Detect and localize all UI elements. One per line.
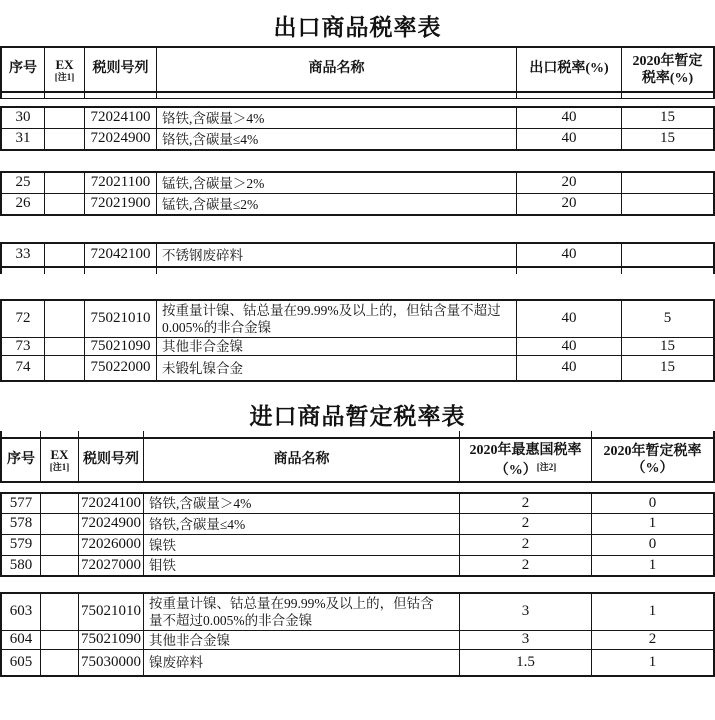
table-row <box>2 244 713 266</box>
cell-prov-rate: 1 <box>648 653 657 670</box>
cell-name: 钼铁 <box>144 556 460 575</box>
cell-name: 铬铁,含碳量＞4% <box>157 108 517 128</box>
header-row <box>2 439 713 481</box>
import-table-header <box>0 437 715 483</box>
table-row <box>2 301 713 337</box>
cell-name: 按重量计镍、钴总量在99.99%及以上的，但钴含量不超过0.005%的非合金镍 <box>157 301 517 337</box>
mfn-footnote: [注2] <box>536 461 557 472</box>
cropped-row-stub <box>0 268 715 274</box>
cell-code: 72042100 <box>85 244 157 266</box>
cell-mfn-rate: 3 <box>460 631 592 649</box>
cell-rate: 40 <box>517 108 622 128</box>
cell-prov-rate: 0 <box>648 494 657 511</box>
col-header-serial: 序号 <box>2 48 45 91</box>
table-row <box>2 355 713 380</box>
cell-name: 其他非合金镍 <box>144 631 460 649</box>
col-header-mfn-rate: 2020年最惠国税率 （%）[注2] <box>460 439 592 481</box>
cropped-row-stub <box>0 93 715 99</box>
table-row <box>2 173 713 193</box>
cell-code: 75030000 <box>79 650 144 675</box>
cell-prov-rate: 1 <box>648 556 657 573</box>
cell-ex <box>45 301 85 337</box>
cell-name: 未锻轧镍合金 <box>157 356 517 380</box>
cell-prov-rate: 2 <box>648 631 657 648</box>
cell-ex <box>41 631 79 649</box>
cell-serial: 30 <box>2 108 45 128</box>
export-rows-block-1 <box>0 106 715 151</box>
table-row <box>2 513 713 534</box>
cell-ex <box>41 594 79 630</box>
cell-prov-rate: 0 <box>648 536 657 553</box>
ex-footnote: [注1] <box>49 462 70 472</box>
cell-ex <box>41 514 79 534</box>
cell-code: 72024900 <box>79 514 144 534</box>
cell-name: 锰铁,含碳量＞2% <box>157 173 517 193</box>
cell-rate: 40 <box>517 338 622 355</box>
cell-ex <box>45 108 85 128</box>
cell-name: 不锈钢废碎料 <box>157 244 517 266</box>
cell-serial: 577 <box>2 494 41 513</box>
cell-rate: 40 <box>517 129 622 149</box>
cell-serial: 580 <box>2 556 41 575</box>
cell-rate: 20 <box>517 173 622 193</box>
col-header-serial: 序号 <box>2 439 41 481</box>
col-header-provisional-rate: 2020年暂定 税率(%) <box>632 53 703 86</box>
cell-name: 镍铁 <box>144 535 460 555</box>
cell-mfn-rate: 2 <box>460 556 592 575</box>
export-rows-block-4 <box>0 299 715 382</box>
import-table-title: 进口商品暂定税率表 <box>249 404 466 430</box>
cell-ex <box>45 356 85 380</box>
table-row <box>2 108 713 128</box>
cell-serial: 603 <box>2 594 41 630</box>
cell-mfn-rate: 2 <box>460 494 592 513</box>
cell-code: 75021010 <box>79 594 144 630</box>
col-header-export-rate: 出口税率(%) <box>517 48 622 91</box>
table-row <box>2 193 713 214</box>
cell-rate: 40 <box>517 301 622 337</box>
cell-mfn-rate: 2 <box>460 535 592 555</box>
cell-code: 72024900 <box>85 129 157 149</box>
cell-serial: 33 <box>2 244 45 266</box>
cell-serial: 579 <box>2 535 41 555</box>
cell-code: 75022000 <box>85 356 157 380</box>
col-header-code: 税则号列 <box>79 439 144 481</box>
table-row <box>2 555 713 575</box>
cell-prov-rate <box>622 244 713 266</box>
cell-prov-rate: 5 <box>663 310 672 327</box>
cell-prov-rate <box>622 194 713 214</box>
cell-serial: 26 <box>2 194 45 214</box>
cell-code: 72021900 <box>85 194 157 214</box>
cell-ex <box>45 129 85 149</box>
cell-code: 75021090 <box>85 338 157 355</box>
ex-label: EX <box>55 56 74 72</box>
cell-serial: 31 <box>2 129 45 149</box>
cell-mfn-rate: 3 <box>460 594 592 630</box>
cell-ex <box>45 338 85 355</box>
cell-prov-rate <box>622 173 713 193</box>
cell-name: 其他非合金镍 <box>157 338 517 355</box>
export-rows-block-2 <box>0 171 715 216</box>
col-header-code: 税则号列 <box>85 48 157 91</box>
table-row <box>2 494 713 513</box>
table-row <box>2 630 713 649</box>
export-table-header <box>0 46 715 93</box>
table-row <box>2 594 713 630</box>
cell-serial: 605 <box>2 650 41 675</box>
cell-serial: 72 <box>2 301 45 337</box>
cell-prov-rate: 15 <box>660 130 675 147</box>
ex-footnote: [注1] <box>54 71 75 82</box>
cell-ex <box>45 194 85 214</box>
header-row <box>2 48 713 91</box>
col-header-ex <box>41 439 79 481</box>
import-rows-block-2 <box>0 592 715 677</box>
cell-code: 72024100 <box>79 494 144 513</box>
cell-prov-rate: 1 <box>648 603 657 620</box>
cell-prov-rate: 15 <box>660 109 675 126</box>
cell-ex <box>41 535 79 555</box>
cell-ex <box>41 556 79 575</box>
col-header-ex <box>45 48 85 91</box>
col-header-name: 商品名称 <box>144 439 460 481</box>
ex-label: EX <box>50 447 69 462</box>
export-table-title: 出口商品税率表 <box>273 15 442 41</box>
table-row <box>2 649 713 675</box>
cell-code: 72024100 <box>85 108 157 128</box>
export-rows-block-3 <box>0 242 715 268</box>
cell-prov-rate: 15 <box>660 338 675 354</box>
cell-code: 72026000 <box>79 535 144 555</box>
cell-rate: 40 <box>517 356 622 380</box>
cell-serial: 604 <box>2 631 41 649</box>
cell-serial: 578 <box>2 514 41 534</box>
cell-name: 铬铁,含碳量＞4% <box>144 494 460 513</box>
cell-ex <box>41 494 79 513</box>
cell-serial: 25 <box>2 173 45 193</box>
cell-name: 锰铁,含碳量≤2% <box>157 194 517 214</box>
cell-prov-rate: 1 <box>648 515 657 532</box>
cell-rate: 40 <box>517 244 622 266</box>
cell-name: 铬铁,含碳量≤4% <box>157 129 517 149</box>
col-header-provisional-rate: 2020年暂定税率 （%） <box>603 444 702 476</box>
cell-code: 75021010 <box>85 301 157 337</box>
table-row <box>2 128 713 149</box>
cell-code: 72027000 <box>79 556 144 575</box>
cell-code: 75021090 <box>79 631 144 649</box>
cell-code: 72021100 <box>85 173 157 193</box>
cell-prov-rate: 15 <box>660 359 675 376</box>
cell-serial: 74 <box>2 356 45 380</box>
table-row <box>2 337 713 355</box>
cell-serial: 73 <box>2 338 45 355</box>
import-rows-block-1 <box>0 492 715 577</box>
cell-mfn-rate: 1.5 <box>460 650 592 675</box>
cell-ex <box>41 650 79 675</box>
cell-mfn-rate: 2 <box>460 514 592 534</box>
col-header-name: 商品名称 <box>157 48 517 91</box>
cell-name: 铬铁,含碳量≤4% <box>144 514 460 534</box>
cell-ex <box>45 244 85 266</box>
table-row <box>2 534 713 555</box>
cell-name: 镍废碎料 <box>144 650 460 675</box>
cell-ex <box>45 173 85 193</box>
cell-rate: 20 <box>517 194 622 214</box>
cell-name: 按重量计镍、钴总量在99.99%及以上的，但钴含量不超过0.005%的非合金镍 <box>144 594 460 630</box>
